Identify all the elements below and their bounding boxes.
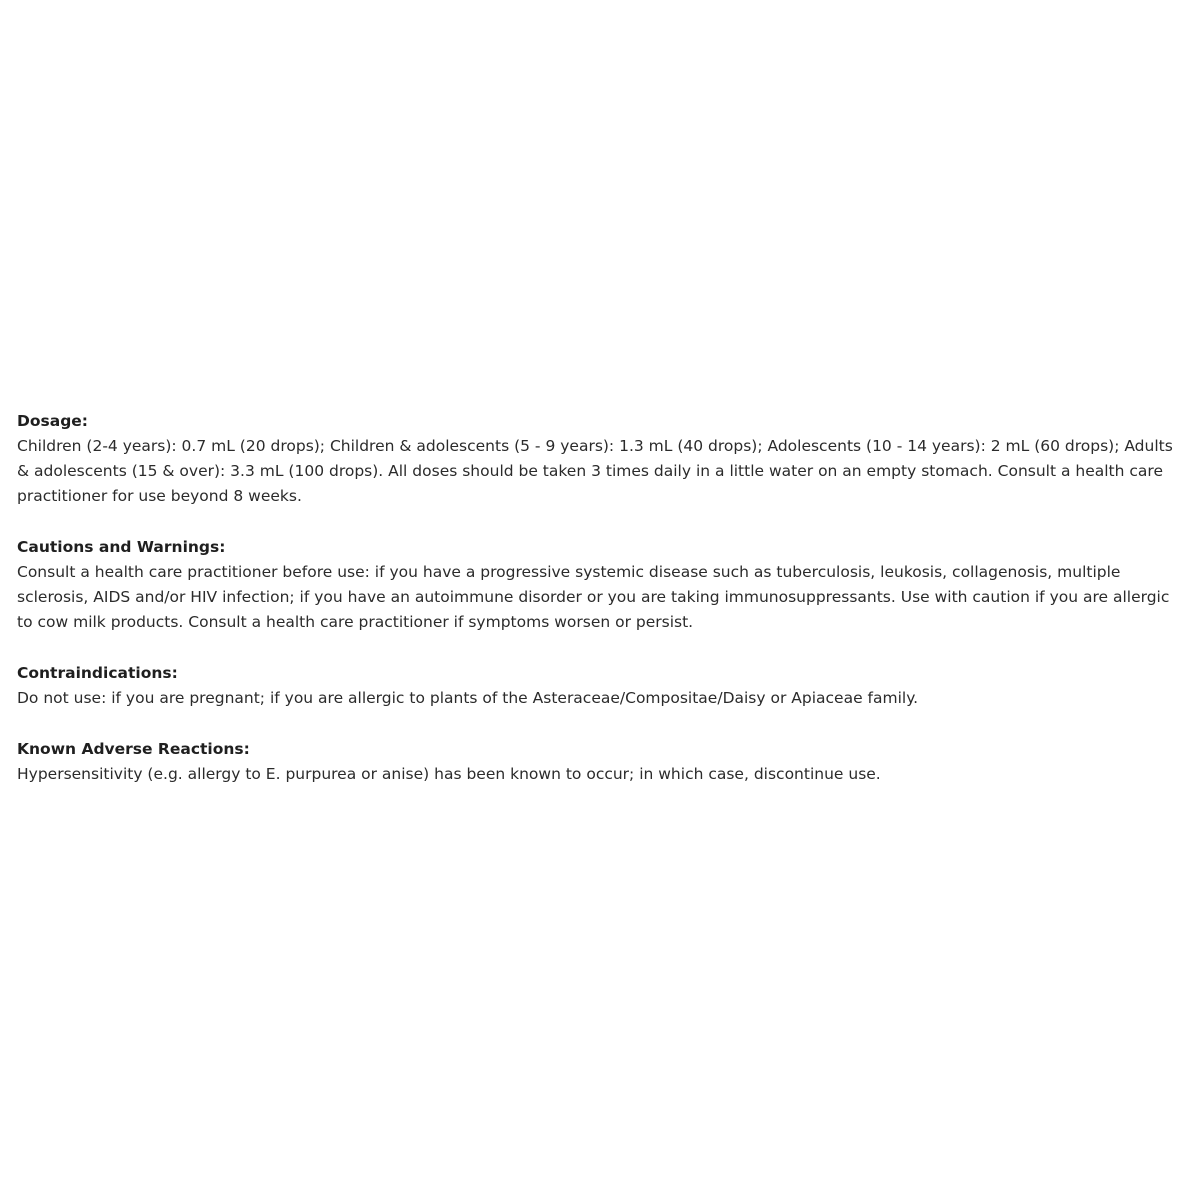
contraindications-section <box>17 661 1183 711</box>
contraindications-heading: Contraindications: <box>17 664 178 682</box>
adverse-reactions-section <box>17 737 1183 787</box>
dosage-heading: Dosage: <box>17 412 89 430</box>
contraindications-text: Do not use: if you are pregnant; if you are allergic to plants of the Asteraceae/Compositae/Daisy or Apiaceae family. <box>17 689 919 707</box>
cautions-section <box>17 535 1183 635</box>
adverse-reactions-heading: Known Adverse Reactions: <box>17 740 250 758</box>
product-info-document <box>17 409 1183 813</box>
adverse-reactions-text: Hypersensitivity (e.g. allergy to E. purpurea or anise) has been known to occur; in which case, discontinue use. <box>17 765 881 783</box>
cautions-heading: Cautions and Warnings: <box>17 538 226 556</box>
dosage-text: Children (2-4 years): 0.7 mL (20 drops); Children & adolescents (5 - 9 years): 1.3 mL (40 drops); Adolescents (10 - 14 years): 2 mL (60 drops); Adults & adolescents (15 & over): 3.3 mL (100 drops). All doses should be taken 3 times daily in a little water on an empty stomach. Consult a health care practitioner for use beyond 8 weeks. <box>17 437 1173 505</box>
dosage-section <box>17 409 1183 509</box>
cautions-text: Consult a health care practitioner before use: if you have a progressive systemic disease such as tuberculosis, leukosis, collagenosis, multiple sclerosis, AIDS and/or HIV infection; if you have an autoimmune disorder or you are taking immunosuppressants. Use with caution if you are allergic to cow milk products. Consult a health care practitioner if symptoms worsen or persist. <box>17 563 1170 631</box>
